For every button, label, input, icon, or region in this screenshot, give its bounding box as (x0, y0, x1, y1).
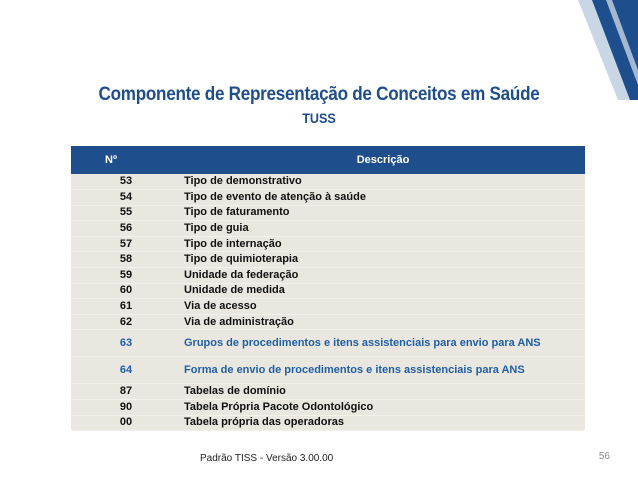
row-number: 60 (71, 283, 181, 299)
row-number: 61 (71, 299, 181, 315)
page-subtitle: TUSS (302, 110, 336, 126)
table-row (71, 330, 585, 357)
table-row (71, 314, 585, 330)
row-description: Unidade de medida (181, 283, 585, 299)
table-header-row (71, 146, 585, 174)
row-number: 62 (71, 314, 181, 330)
row-number: 90 (71, 400, 181, 416)
table-row (71, 174, 585, 190)
row-description: Tipo de guia (181, 221, 585, 237)
table-row (71, 221, 585, 237)
table-row (71, 236, 585, 252)
row-number: 53 (71, 174, 181, 190)
table-row (71, 205, 585, 221)
row-number: 63 (71, 330, 181, 357)
row-description: Tabela Própria Pacote Odontológico (181, 400, 585, 416)
tuss-table (71, 146, 585, 431)
header-number: Nº (105, 154, 117, 166)
row-number: 00 (71, 415, 181, 431)
row-description: Tipo de demonstrativo (181, 174, 585, 190)
row-number: 58 (71, 252, 181, 268)
table-row (71, 268, 585, 284)
table-row (71, 400, 585, 416)
row-description: Tipo de faturamento (181, 205, 585, 221)
row-description: Tipo de internação (181, 236, 585, 252)
row-number: 56 (71, 221, 181, 237)
row-number: 64 (71, 357, 181, 384)
table-row (71, 299, 585, 315)
header-description: Descrição (356, 154, 410, 166)
row-description: Forma de envio de procedimentos e itens assistenciais para ANS (181, 357, 585, 384)
row-description: Via de acesso (181, 299, 585, 315)
table-row (71, 283, 585, 299)
page-title: Componente de Representação de Conceitos em Saúde (98, 84, 540, 105)
row-description: Tipo de quimioterapia (181, 252, 585, 268)
row-number: 54 (71, 190, 181, 206)
table-row (71, 415, 585, 431)
table-row (71, 252, 585, 268)
footer-version: Padrão TISS - Versão 3.00.00 (200, 453, 334, 464)
row-number: 59 (71, 268, 181, 284)
row-description: Tabelas de domínio (181, 384, 585, 400)
table-row (71, 357, 585, 384)
table-row (71, 384, 585, 400)
row-description: Unidade da federação (181, 268, 585, 284)
table-row (71, 190, 585, 206)
row-description: Via de administração (181, 314, 585, 330)
tuss-table-container (71, 146, 585, 431)
row-description: Tabela própria das operadoras (181, 415, 585, 431)
row-number: 87 (71, 384, 181, 400)
row-description: Grupos de procedimentos e itens assistenciais para envio para ANS (181, 330, 585, 357)
page-number: 56 (598, 451, 610, 462)
row-number: 55 (71, 205, 181, 221)
row-description: Tipo de evento de atenção à saúde (181, 190, 585, 206)
row-number: 57 (71, 236, 181, 252)
